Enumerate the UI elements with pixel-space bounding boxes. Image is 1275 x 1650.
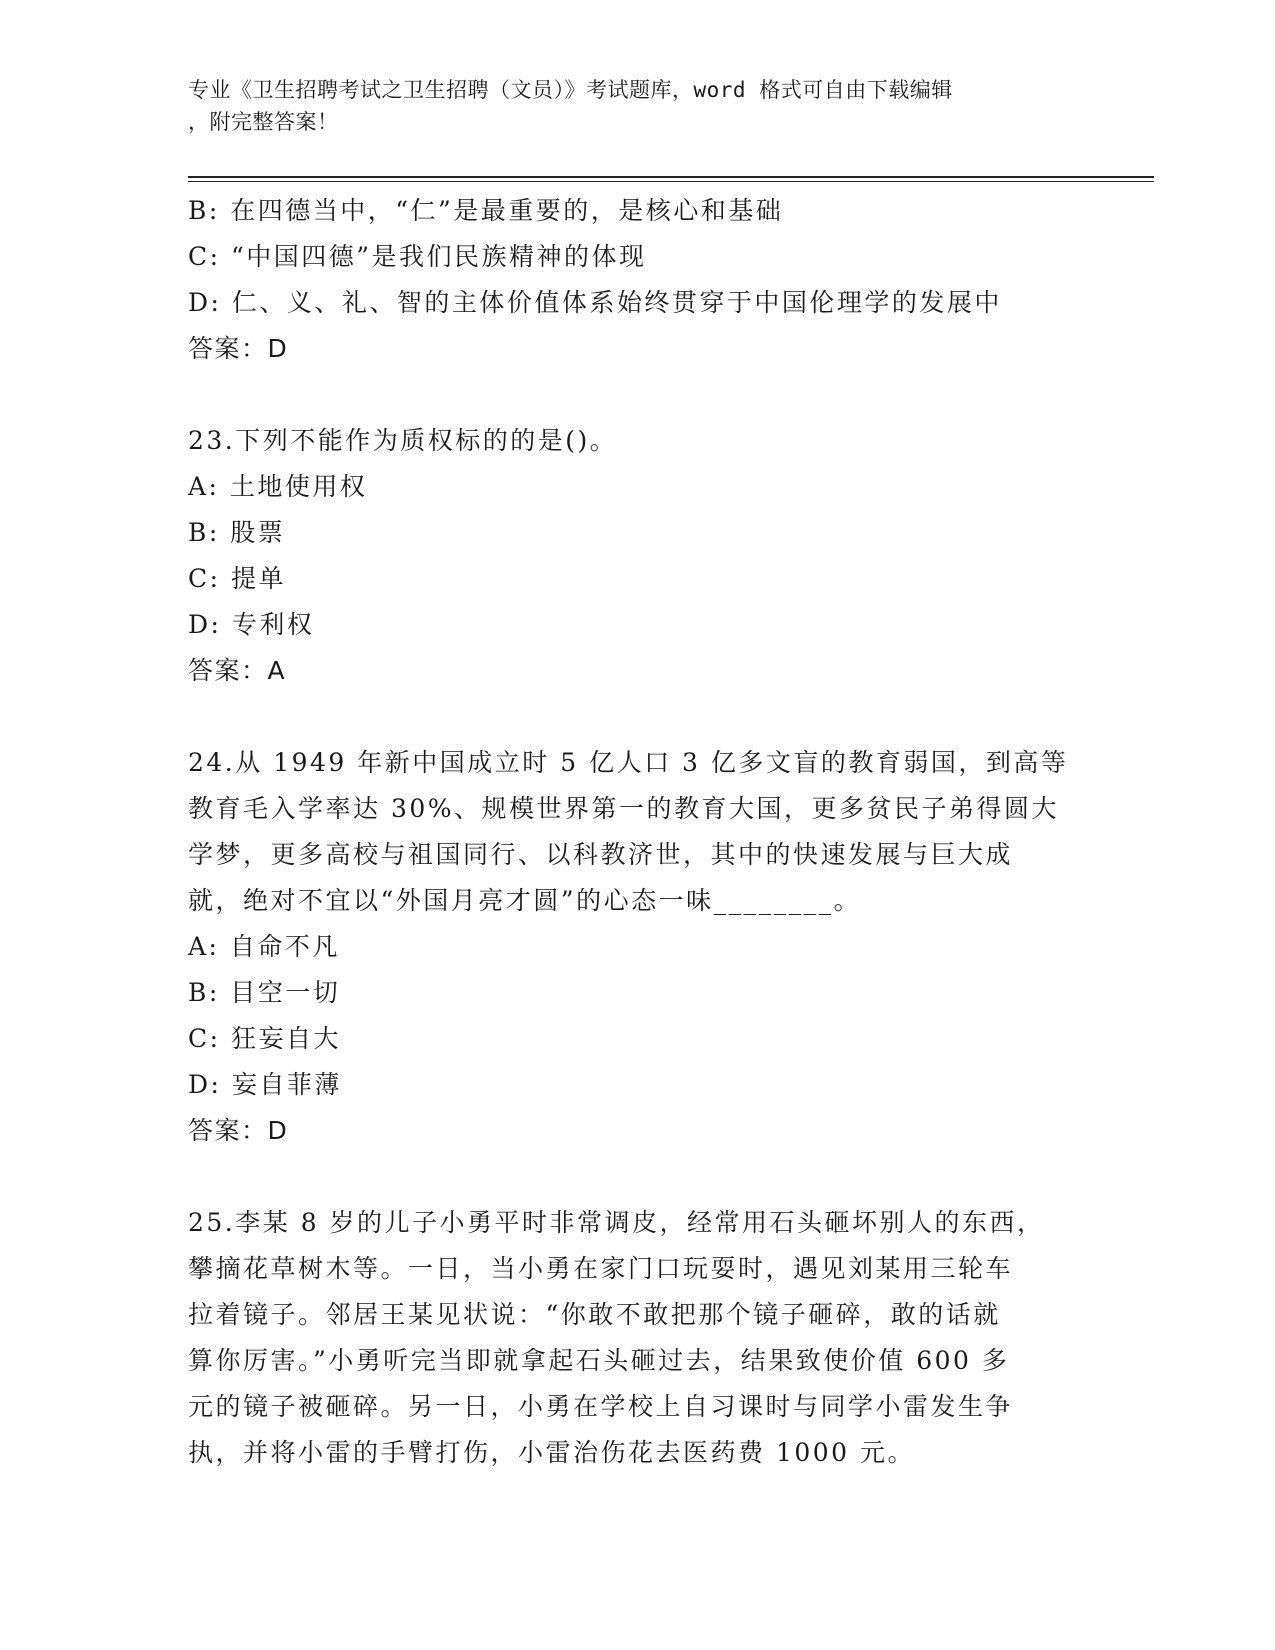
option-d: D: 仁、义、礼、智的主体价值体系始终贯穿于中国伦理学的发展中 <box>188 288 1002 317</box>
option-b: B: 在四德当中，“仁”是最重要的，是核心和基础 <box>188 196 784 225</box>
spacer <box>188 694 1088 740</box>
document-header <box>188 74 1068 138</box>
answer-label: 答案：D <box>188 334 289 363</box>
option-d: D: 专利权 <box>188 610 315 639</box>
question-stem-line: 元的镜子被砸碎。另一日，小勇在学校上自习课时与同学小雷发生争 <box>188 1392 1014 1421</box>
option-c: C: 狂妄自大 <box>188 1024 341 1053</box>
option-c: C: “中国四德”是我们民族精神的体现 <box>188 242 647 271</box>
option-b: B: 股票 <box>188 518 286 547</box>
option-d: D: 妄自菲薄 <box>188 1070 342 1099</box>
question-23 <box>188 418 1088 694</box>
answer-label: 答案：A <box>188 656 287 685</box>
header-rule-thick <box>188 176 1154 178</box>
question-stem-line: 25.李某 8 岁的儿子小勇平时非常调皮，经常用石头砸坏别人的东西， <box>188 1208 1045 1237</box>
spacer <box>188 372 1088 418</box>
question-stem-line: 算你厉害。”小勇听完当即就拿起石头砸过去，结果致使价值 600 多 <box>188 1346 1010 1375</box>
question-stem-line: 教育毛入学率达 30%、规模世界第一的教育大国，更多贫民子弟得圆大 <box>188 794 1060 823</box>
question-stem-line: 执，并将小雷的手臂打伤，小雷治伤花去医药费 1000 元。 <box>188 1438 916 1467</box>
question-stem-line: 学梦，更多高校与祖国同行、以科教济世，其中的快速发展与巨大成 <box>188 840 1014 869</box>
question-22 <box>188 188 1088 372</box>
spacer <box>188 1154 1088 1200</box>
option-c: C: 提单 <box>188 564 286 593</box>
question-24 <box>188 740 1088 1154</box>
option-b: B: 目空一切 <box>188 978 341 1007</box>
question-stem-line: 攀摘花草树木等。一日，当小勇在家门口玩耍时，遇见刘某用三轮车 <box>188 1254 1014 1283</box>
answer-label: 答案：D <box>188 1116 289 1145</box>
header-rule-thin <box>188 181 1154 182</box>
question-content <box>188 188 1088 1476</box>
question-stem-line: 24.从 1949 年新中国成立时 5 亿人口 3 亿多文盲的教育弱国，到高等 <box>188 748 1069 777</box>
header-line-2: ，附完整答案！ <box>188 110 339 134</box>
question-stem: 23.下列不能作为质权标的的是()。 <box>188 426 618 455</box>
question-stem-line: 就，绝对不宜以“外国月亮才圆”的心态一味________。 <box>188 886 862 915</box>
header-line-1: 专业《卫生招聘考试之卫生招聘（文员）》考试题库，word 格式可自由下载编辑 <box>188 78 953 102</box>
question-25 <box>188 1200 1088 1476</box>
question-stem-line: 拉着镜子。邻居王某见状说：“你敢不敢把那个镜子砸碎，敢的话就 <box>188 1300 1001 1329</box>
option-a: A: 土地使用权 <box>188 472 368 501</box>
option-a: A: 自命不凡 <box>188 932 340 961</box>
